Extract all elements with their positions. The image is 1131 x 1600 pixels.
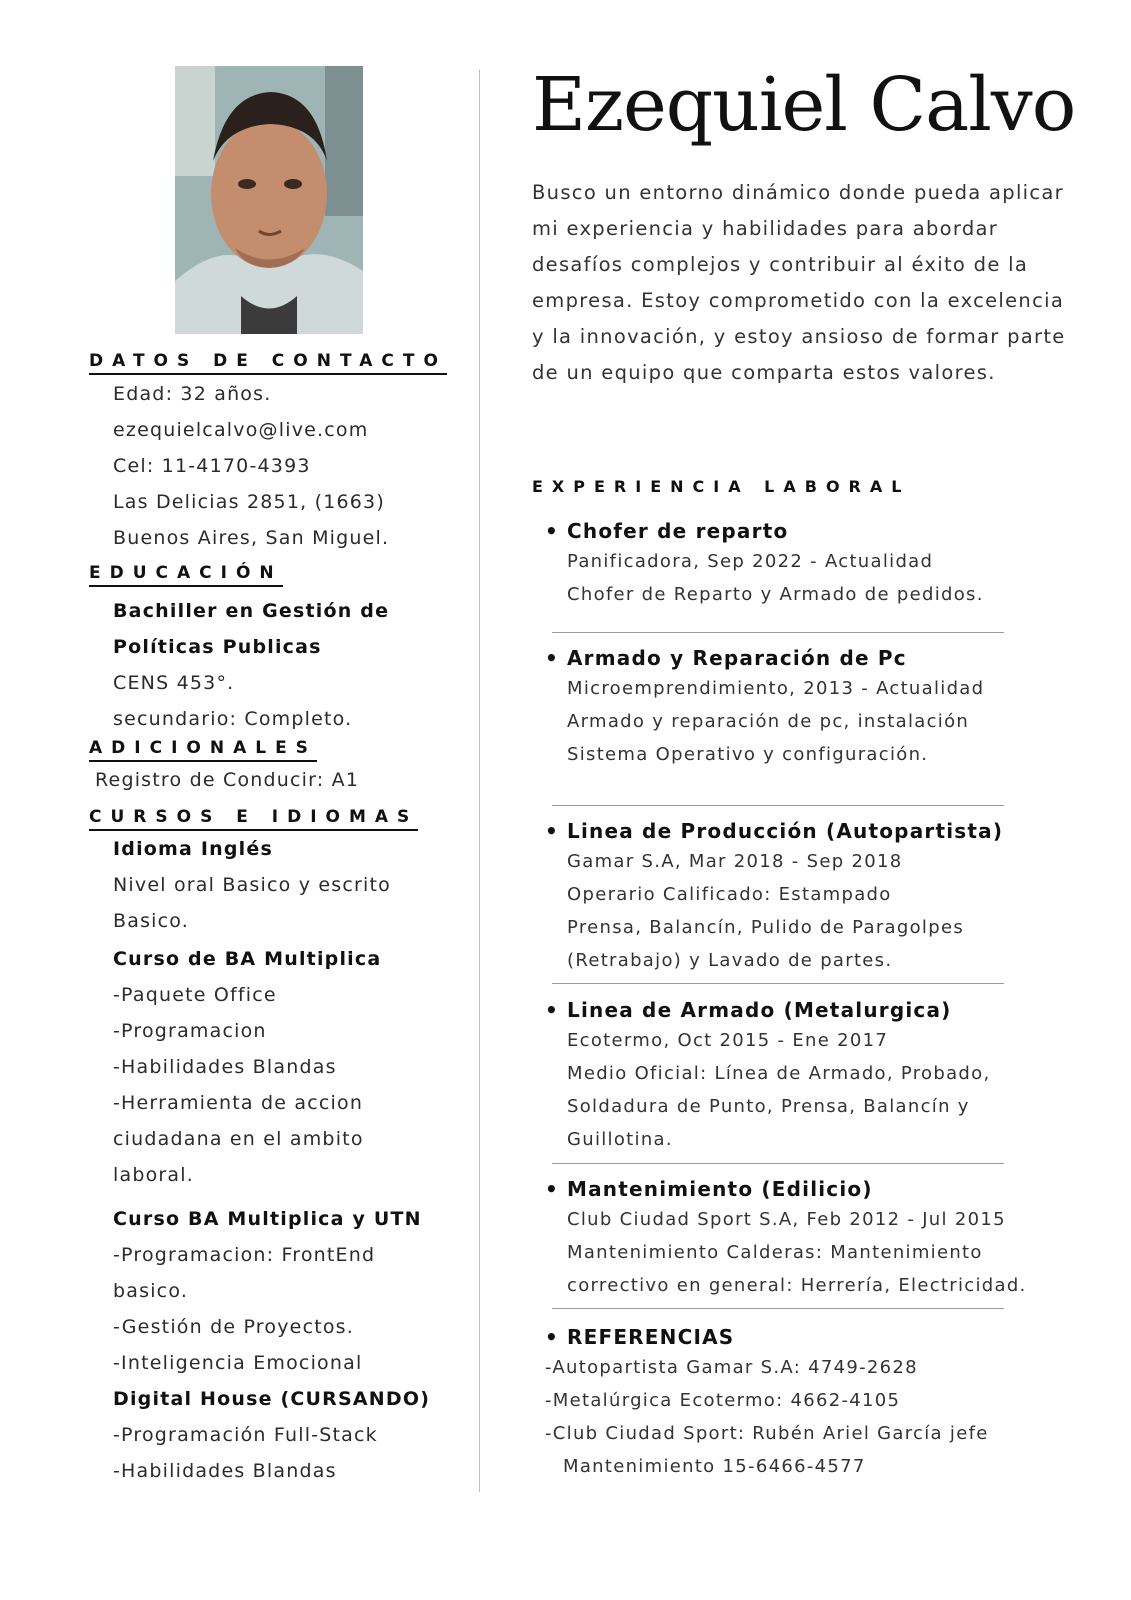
ba-course-line: laboral. [113,1164,194,1186]
job-separator [552,805,1004,806]
job-title: • Linea de Armado (Metalurgica) [545,996,1065,1024]
references-title: • REFERENCIAS [545,1323,1065,1351]
reference-line: -Autopartista Gamar S.A: 4749-2628 [545,1357,918,1378]
job-title: • Mantenimiento (Edilicio) [545,1175,1065,1203]
experience-section-title: EXPERIENCIA LABORAL [532,477,911,496]
reference-line: -Club Ciudad Sport: Rubén Ariel García jefe [545,1423,989,1444]
education-school: CENS 453°. [113,672,235,694]
job-detail: Operario Calificado: Estampado [567,884,892,905]
contact-section-title: DATOS DE CONTACTO [89,350,447,375]
ba-course-line: ciudadana en el ambito [113,1128,364,1150]
job-item [545,996,1065,1156]
utn-course-line: -Programacion: FrontEnd [113,1244,376,1266]
reference-line: -Metalúrgica Ecotermo: 4662-4105 [545,1390,901,1411]
contact-address-street: Las Delicias 2851, (1663) [113,491,385,513]
page-title: Ezequiel Calvo [532,62,1076,148]
job-separator [552,1308,1004,1309]
utn-course-line: -Inteligencia Emocional [113,1352,363,1374]
contact-phone[interactable]: Cel: 11-4170-4393 [113,455,311,477]
contact-email[interactable]: ezequielcalvo@live.com [113,419,369,441]
job-separator [552,632,1004,633]
job-separator [552,983,1004,984]
profile-photo [175,66,363,334]
education-status: secundario: Completo. [113,708,353,730]
job-detail: Ecotermo, Oct 2015 - Ene 2017 [567,1030,889,1051]
left-column [89,350,459,1489]
ba-course-line: -Habilidades Blandas [113,1056,337,1078]
job-detail: Guillotina. [567,1129,673,1150]
english-course-line: Basico. [113,910,190,932]
digital-house-line: -Programación Full-Stack [113,1424,378,1446]
job-detail: Mantenimiento Calderas: Mantenimiento [567,1242,983,1263]
job-separator [552,1163,1004,1164]
ba-course-line: -Paquete Office [113,984,277,1006]
job-title: • Armado y Reparación de Pc [545,644,1065,672]
additional-section-title: ADICIONALES [89,737,317,762]
english-course-title: Idioma Inglés [113,838,273,860]
contact-address-city: Buenos Aires, San Miguel. [113,527,390,549]
driver-license: Registro de Conducir: A1 [95,769,360,791]
ba-course-line: -Programacion [113,1020,267,1042]
job-detail: Gamar S.A, Mar 2018 - Sep 2018 [567,851,903,872]
utn-course-title: Curso BA Multiplica y UTN [113,1208,422,1230]
contact-age: Edad: 32 años. [113,383,272,405]
job-detail: Soldadura de Punto, Prensa, Balancín y [567,1096,970,1117]
reference-line: Mantenimiento 15-6466-4577 [563,1456,866,1477]
job-detail: Microemprendimiento, 2013 - Actualidad [567,678,985,699]
job-detail: Chofer de Reparto y Armado de pedidos. [567,584,984,605]
job-item [545,1175,1065,1302]
job-title: • Chofer de reparto [545,517,1065,545]
job-detail: correctivo en general: Herrería, Electricidad. [567,1275,1027,1296]
english-course-line: Nivel oral Basico y escrito [113,874,391,896]
column-divider [479,70,480,1492]
person-portrait-icon [175,66,363,334]
job-detail: Panificadora, Sep 2022 - Actualidad [567,551,934,572]
job-detail: Prensa, Balancín, Pulido de Paragolpes [567,917,964,938]
utn-course-line: -Gestión de Proyectos. [113,1316,355,1338]
references-section [545,1323,1065,1483]
digital-house-title: Digital House (CURSANDO) [113,1388,431,1410]
job-item [545,817,1065,977]
digital-house-line: -Habilidades Blandas [113,1460,337,1482]
job-title: • Linea de Producción (Autopartista) [545,817,1065,845]
ba-course-title: Curso de BA Multiplica [113,948,382,970]
ba-course-line: -Herramienta de accion [113,1092,364,1114]
job-detail: (Retrabajo) y Lavado de partes. [567,950,893,971]
job-detail: Club Ciudad Sport S.A, Feb 2012 - Jul 2015 [567,1209,1006,1230]
job-detail: Medio Oficial: Línea de Armado, Probado, [567,1063,991,1084]
education-section-title: EDUCACIÓN [89,562,283,587]
utn-course-line: basico. [113,1280,189,1302]
summary-paragraph: Busco un entorno dinámico donde pueda aplicar mi experiencia y habilidades para abordar desafíos complejos y contribuir al éxito de la empresa. Estoy comprometido con la excelencia y la innovación, y estoy ansioso de formar parte de un equipo que comparta estos valores. [532,181,1066,384]
education-degree-line2: Políticas Publicas [113,636,322,658]
job-detail: Armado y reparación de pc, instalación [567,711,970,732]
education-degree-line1: Bachiller en Gestión de [113,600,390,622]
job-item [545,644,1065,771]
job-item [545,517,1065,611]
courses-section-title: CURSOS E IDIOMAS [89,806,418,831]
job-detail: Sistema Operativo y configuración. [567,744,929,765]
